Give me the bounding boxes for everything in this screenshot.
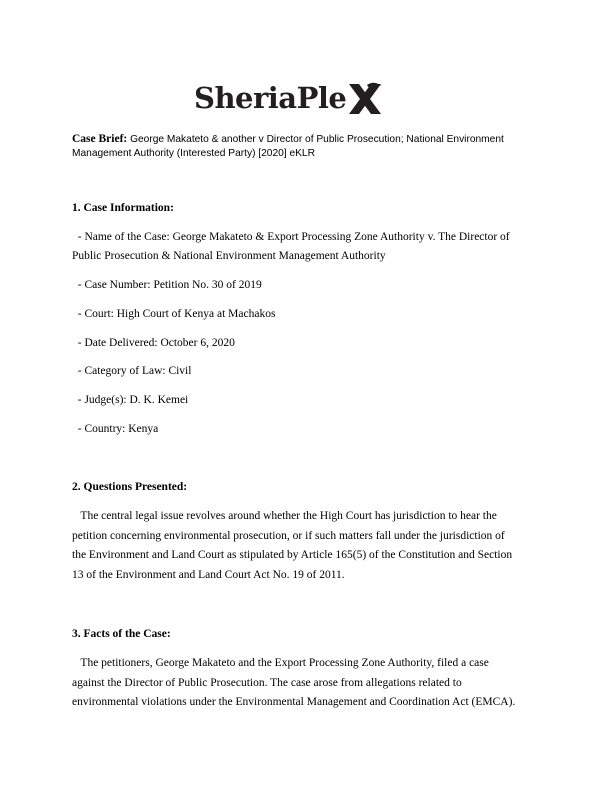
case-brief-label: Case Brief: <box>72 133 128 145</box>
facts-line: The petitioners, George Makateto and the Export Processing Zone Authority, filed a case <box>72 657 489 669</box>
case-name-line1: - Name of the Case: George Makateto & Export Processing Zone Authority v. The Director of <box>72 231 510 243</box>
questions-line: 13 of the Environment and Land Court Act No. 19 of 2011. <box>72 569 345 581</box>
date-delivered: - Date Delivered: October 6, 2020 <box>72 337 235 349</box>
court: - Court: High Court of Kenya at Machakos <box>72 308 276 320</box>
section-heading-questions-presented: 2. Questions Presented: <box>72 481 188 493</box>
section-heading-facts: 3. Facts of the Case: <box>72 628 171 640</box>
case-brief-title-line2: Management Authority (Interested Party) [2020] eKLR <box>72 147 315 159</box>
case-brief-title-line1: George Makateto & another v Director of Public Prosecution; National Environment <box>130 134 504 145</box>
case-name-line2: Public Prosecution & National Environment Management Authority <box>72 250 386 262</box>
facts-line: environmental violations under the Environmental Management and Coordination Act (EMCA). <box>72 696 516 708</box>
questions-line: the Environment and Land Court as stipulated by Article 165(5) of the Constitution and Section <box>72 549 513 561</box>
judges: - Judge(s): D. K. Kemei <box>72 394 189 406</box>
logo-x-icon <box>347 82 383 116</box>
sheriaplex-logo <box>194 76 416 120</box>
country: - Country: Kenya <box>72 423 159 435</box>
questions-line: The central legal issue revolves around whether the High Court has jurisdiction to hear the <box>72 510 497 522</box>
case-brief <box>72 133 542 160</box>
facts-line: against the Director of Public Prosecution. The case arose from allegations related to <box>72 677 462 689</box>
category-of-law: - Category of Law: Civil <box>72 365 192 377</box>
logo-wordmark: SheriaPle <box>194 80 347 115</box>
section-heading-case-information: 1. Case Information: <box>72 202 174 214</box>
case-number: - Case Number: Petition No. 30 of 2019 <box>72 279 262 291</box>
questions-line: petition concerning environmental prosecution, or if such matters fall under the jurisdiction of <box>72 530 505 542</box>
